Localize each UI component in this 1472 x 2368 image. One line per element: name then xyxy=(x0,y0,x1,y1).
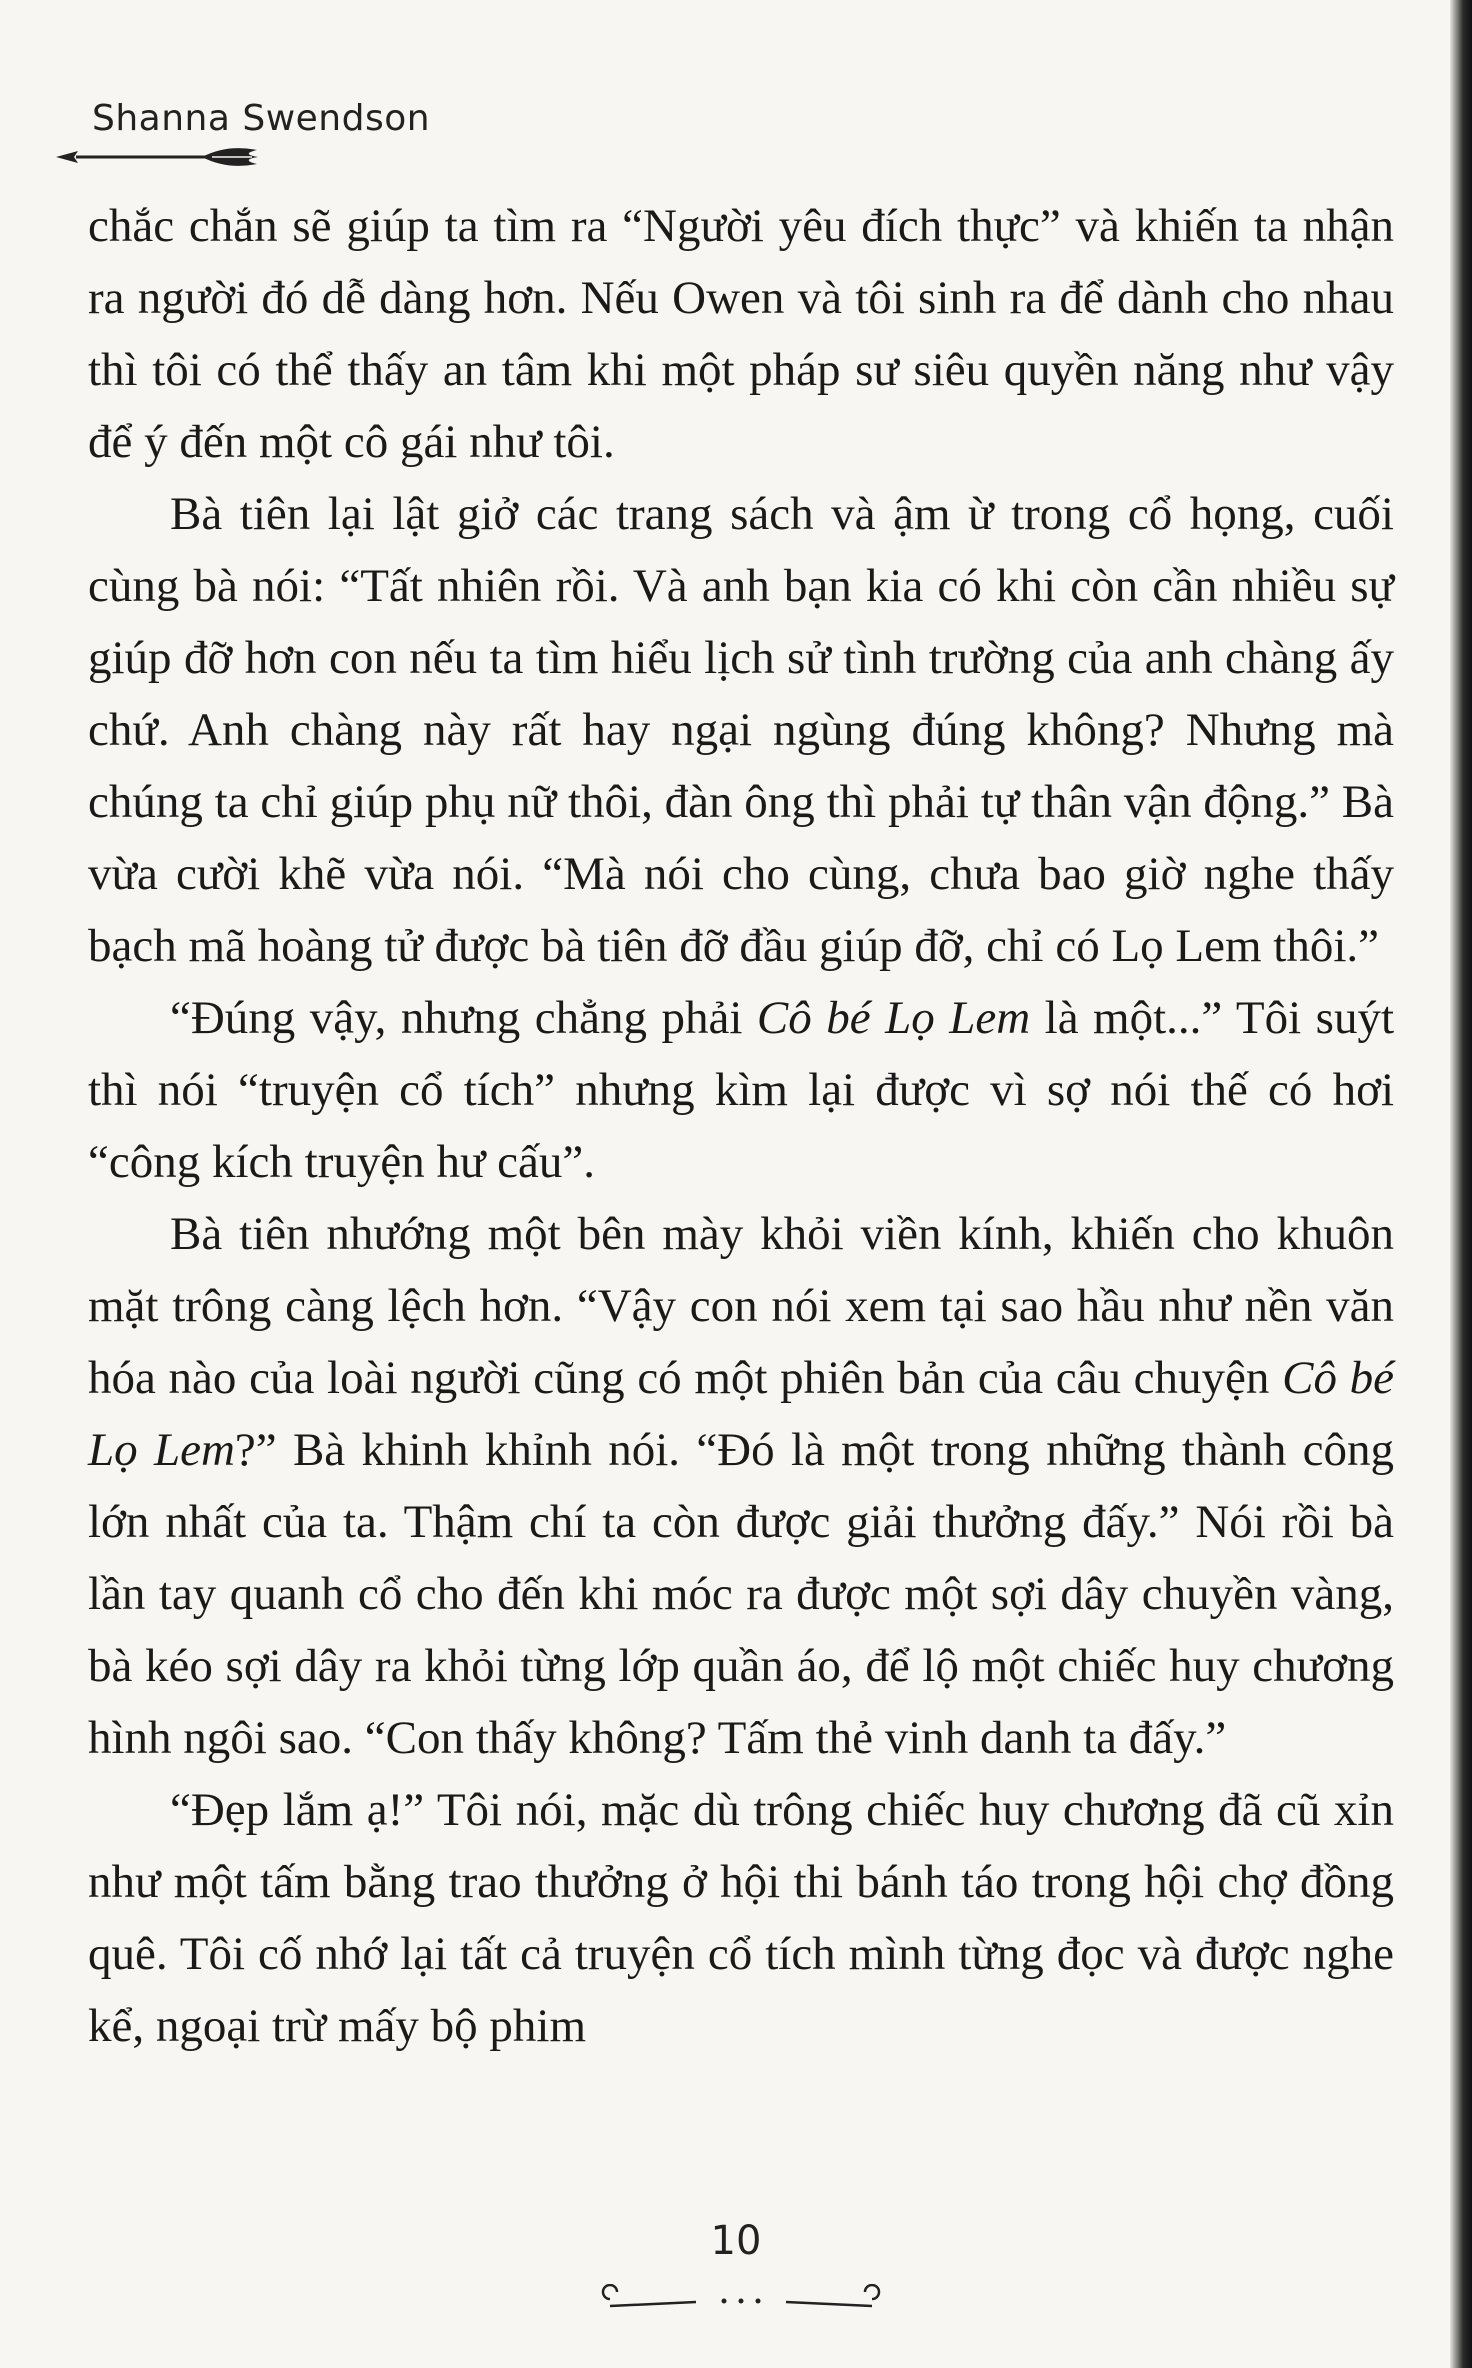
feather-ornament-icon xyxy=(52,142,282,172)
paragraph-4-part-a: Bà tiên nhướng một bên mày khỏi viền kính, khiến cho khuôn mặt trông càng lệch hơn. “Vậy con nói xem tại sao hầu như nền văn hóa nào của loài người cũng có một phiên bản của câu chuyện xyxy=(88,1208,1394,1404)
scroll-ornament-icon xyxy=(596,2284,886,2314)
page-number: 10 xyxy=(710,2218,762,2264)
paragraph-2: Bà tiên lại lật giở các trang sách và ậm ừ trong cổ họng, cuối cùng bà nói: “Tất nhiên rồi. Và anh bạn kia có khi còn cần nhiều sự giúp đỡ hơn con nếu ta tìm hiểu lịch sử tình trường của anh chàng ấy chứ. Anh chàng này rất hay ngại ngùng đúng không? Nhưng mà chúng ta chỉ giúp phụ nữ thôi, đàn ông thì phải tự thân vận động.” Bà vừa cười khẽ vừa nói. “Mà nói cho cùng, chưa bao giờ nghe thấy bạch mã hoàng tử được bà tiên đỡ đầu giúp đỡ, chỉ có Lọ Lem thôi.” xyxy=(88,488,1394,972)
paragraph-4 xyxy=(88,1198,1394,1774)
paragraph-3-part-a: “Đúng vậy, nhưng chẳng phải xyxy=(170,992,757,1044)
book-title-italic: Cô bé Lọ Lem xyxy=(88,1352,1394,1476)
body-text xyxy=(88,190,1394,2062)
paragraph-5: “Đẹp lắm ạ!” Tôi nói, mặc dù trông chiếc huy chương đã cũ xỉn như một tấm bằng trao thưởng ở hội thi bánh táo trong hội chợ đồng quê. Tôi cố nhớ lại tất cả truyện cổ tích mình từng đọc và được nghe kể, ngoại trừ mấy bộ phim xyxy=(88,1784,1394,2052)
page-edge-shadow xyxy=(1450,0,1472,2368)
paragraph-3 xyxy=(88,982,1394,1198)
paragraph-3-part-b: là một...” Tôi suýt thì nói “truyện cổ tích” nhưng kìm lại được vì sợ nói thế có hơi “công kích truyện hư cấu”. xyxy=(88,992,1395,1188)
running-head-author: Shanna Swendson xyxy=(92,98,431,139)
paragraph-1: chắc chắn sẽ giúp ta tìm ra “Người yêu đích thực” và khiến ta nhận ra người đó dễ dàng hơn. Nếu Owen và tôi sinh ra để dành cho nhau thì tôi có thể thấy an tâm khi một pháp sư siêu quyền năng như vậy để ý đến một cô gái như tôi. xyxy=(88,200,1394,468)
paragraph-4-part-b: ?” Bà khinh khỉnh nói. “Đó là một trong những thành công lớn nhất của ta. Thậm chí ta còn được giải thưởng đấy.” Nói rồi bà lần tay quanh cổ cho đến khi móc ra được một sợi dây chuyền vàng, bà kéo sợi dây ra khỏi từng lớp quần áo, để lộ một chiếc huy chương hình ngôi sao. “Con thấy không? Tấm thẻ vinh danh ta đấy.” xyxy=(88,1424,1394,1764)
book-title-italic: Cô bé Lọ Lem xyxy=(756,992,1031,1044)
